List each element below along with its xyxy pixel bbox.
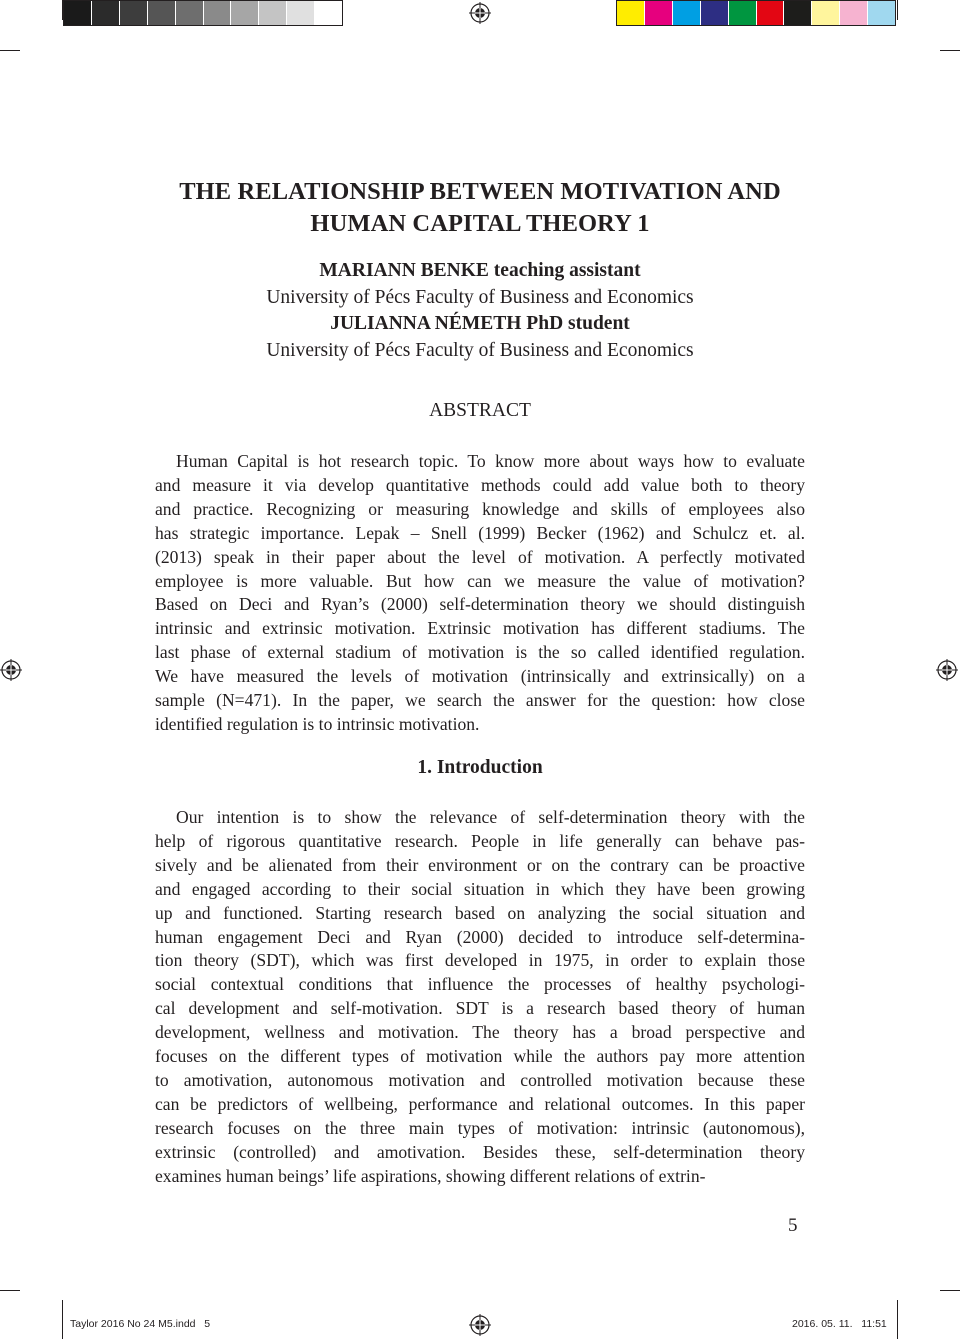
gray-swatch [315,1,342,25]
process-color-swatch [868,1,895,25]
text-line: social contextual conditions that influence the processes of healthy psychologi- [155,974,805,995]
registration-mark-left-icon [0,659,22,681]
text-line: intrinsic and extrinsic motivation. Extrinsic motivation has different stadiums. The [155,618,805,639]
gray-swatch [120,1,148,25]
registration-mark-top-icon [469,2,491,24]
section-heading-introduction: 1. Introduction [417,757,543,778]
text-line: up and functioned. Starting research based on analyzing the social situation and [155,902,805,923]
text-line: and practice. Recognizing or measuring knowledge and skills of employees also [155,498,805,519]
gray-swatch [259,1,287,25]
text-line: tion theory (SDT), which was first developed in 1975, in order to explain those [155,950,805,971]
gray-swatch [176,1,204,25]
registration-mark-bottom-icon [469,1314,491,1336]
crop-mark-top-right-h [940,50,960,51]
text-line: We have measured the levels of motivation (intrinsically and extrinsically) on a [155,666,805,687]
text-line: sively and be alienated from their environment or on the contrary can be proactive [155,854,805,875]
text-line: sample (N=471). In the paper, we search the answer for the question: how close [155,690,805,711]
text-line: extrinsic (controlled) and amotivation. Besides these, self-determination theory [155,1141,805,1162]
grayscale-color-bar [63,0,343,26]
text-line: examines human beings’ life aspirations, showing different relations of extrin- [155,1165,706,1186]
crop-mark-bottom-left-h [0,1290,20,1291]
crop-mark-bottom-right-h [940,1290,960,1291]
text-line: Our intention is to show the relevance of self-determination theory with the [176,807,805,827]
text-line: research focuses on the three main types of motivation: intrinsic (autonomous), [155,1117,805,1138]
print-slug-file: Taylor 2016 No 24 M5.indd 5 [70,1318,211,1330]
text-line: Human Capital is hot research topic. To know more about ways how to evaluate [176,451,805,471]
text-line: and engaged according to their social situation in which they have been growing [155,878,805,899]
paper-title [0,176,960,240]
gray-swatch [148,1,176,25]
text-line: can be predictors of wellbeing, performance and relational outcomes. In this paper [155,1093,805,1114]
page-number: 5 [788,1215,798,1236]
crop-mark-bottom-right [897,1300,898,1339]
text-line: development, wellness and motivation. The theory has a broad perspective and [155,1022,805,1043]
text-line: has strategic importance. Lepak – Snell (1999) Becker (1962) and Schulcz et. al. [155,522,805,543]
text-line: (2013) speak in their paper about the level of motivation. A perfectly motivated [155,546,805,567]
text-line: and measure it via develop quantitative methods could add value both to theory [155,474,805,495]
gray-swatch [92,1,120,25]
print-slug-timestamp: 2016. 05. 11. 11:51 [792,1318,887,1330]
introduction-body [155,806,805,1189]
process-color-swatch [840,1,868,25]
paper-title-line-1: THE RELATIONSHIP BETWEEN MOTIVATION AND [179,178,781,205]
gray-swatch [204,1,232,25]
process-color-swatch [673,1,701,25]
text-line: last phase of external stadium of motivation is the so called identified regulation. [155,642,805,663]
author-block [0,258,960,364]
crop-mark-top-left-h [0,50,20,51]
text-line: employee is more valuable. But how can we measure the value of motivation? [155,570,805,591]
process-color-swatch [729,1,757,25]
gray-swatch [231,1,259,25]
crop-mark-bottom-left [62,1300,63,1339]
registration-mark-right-icon [936,659,958,681]
abstract-heading: ABSTRACT [429,400,531,421]
paper-title-line-2: HUMAN CAPITAL THEORY 1 [310,210,650,237]
text-line: to amotivation, autonomous motivation and controlled motivation because these [155,1069,805,1090]
process-color-swatch [757,1,785,25]
text-line: Based on Deci and Ryan’s (2000) self-determination theory we should distinguish [155,594,805,615]
author-1: MARIANN BENKE teaching assistant [319,260,641,281]
text-line: cal development and self-motivation. SDT is a research based theory of human [155,998,805,1019]
text-line: identified regulation is to intrinsic motivation. [155,713,480,734]
crop-mark-top-left [62,0,63,20]
gray-swatch [64,1,92,25]
process-color-swatch [812,1,840,25]
affiliation-1: University of Pécs Faculty of Business and Economics [266,286,694,308]
abstract-body [155,450,805,737]
process-color-bar [616,0,896,26]
crop-mark-top-right [897,0,898,20]
text-line: human engagement Deci and Ryan (2000) decided to introduce self-determina- [155,926,805,947]
text-line: help of rigorous quantitative research. People in life generally can behave pas- [155,830,805,851]
text-line: focuses on the different types of motivation while the authors pay more attention [155,1046,805,1067]
process-color-swatch [617,1,645,25]
process-color-swatch [645,1,673,25]
author-2: JULIANNA NÉMETH PhD student [330,313,630,334]
affiliation-2: University of Pécs Faculty of Business and Economics [266,339,694,361]
gray-swatch [287,1,315,25]
process-color-swatch [701,1,729,25]
process-color-swatch [784,1,812,25]
